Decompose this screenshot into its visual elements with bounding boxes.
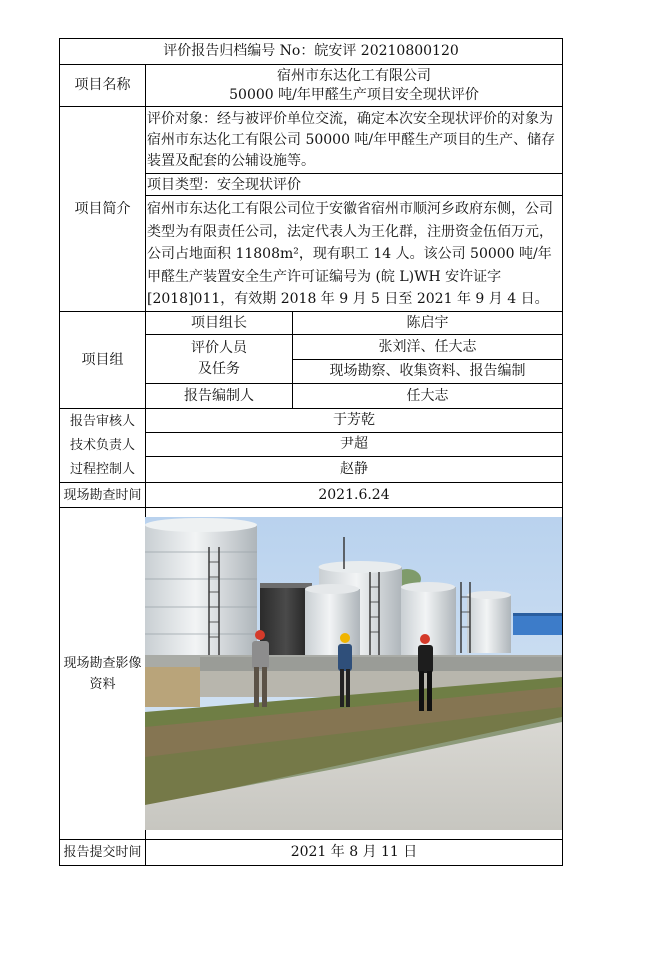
survey-photo-label-line-2: 资料 — [89, 676, 116, 692]
submit-time-label: 报告提交时间 — [59, 839, 146, 866]
process-controller-label: 过程控制人 — [59, 457, 146, 483]
evaluators-tasks: 现场勘察、收集资料、报告编制 — [292, 359, 563, 384]
archive-number: 评价报告归档编号 No：皖安评 20210800120 — [59, 38, 563, 65]
survey-photo-label — [59, 507, 146, 840]
process-controller-value: 赵静 — [145, 456, 563, 483]
survey-photo-label-line-1: 现场勘查影像 — [63, 655, 142, 671]
team-leader-value: 陈启宇 — [292, 311, 563, 335]
evaluators-value: 张刘洋、任大志 — [292, 334, 563, 360]
tech-lead-label: 技术负责人 — [59, 433, 146, 457]
tech-lead-value: 尹超 — [145, 432, 563, 457]
evaluation-object: 评价对象：经与被评价单位交流，确定本次安全现状评价的对象为宿州市东达化工有限公司 50000 吨/年甲醛生产项目的生产、储存装置及配套的公辅设施等。 — [145, 106, 563, 174]
compiler-value: 任大志 — [292, 383, 563, 409]
project-team-label: 项目组 — [59, 311, 146, 409]
project-name-value — [145, 64, 563, 107]
reviewer-value: 于芳乾 — [145, 408, 563, 433]
team-leader-label: 项目组长 — [145, 311, 293, 335]
project-description: 宿州市东达化工有限公司位于安徽省宿州市顺河乡政府东侧，公司类型为有限责任公司，法定代表人为王化群，注册资金伍佰万元，公司占地面积 11808m²，现有职工 14 人。该公司 50000 吨/年甲醛生产装置安全生产许可证编号为 (皖 L)WH 安许证字[2018]011，有效期 2018 年 9 月 5 日至 2021 年 9 月 4 日。 — [145, 195, 563, 312]
evaluators-label — [145, 334, 293, 384]
compiler-label: 报告编制人 — [145, 383, 293, 409]
evaluators-label-line-2: 及任务 — [198, 361, 240, 377]
project-name-line-1: 宿州市东达化工有限公司 — [277, 67, 431, 84]
project-intro-label: 项目简介 — [59, 106, 146, 312]
evaluation-record-table — [59, 38, 563, 866]
site-survey-photo — [145, 517, 562, 830]
project-name-label: 项目名称 — [59, 64, 146, 107]
submit-time-value: 2021 年 8 月 11 日 — [145, 839, 563, 866]
reviewer-label: 报告审核人 — [59, 408, 146, 433]
project-name-line-2: 50000 吨/年甲醛生产项目安全现状评价 — [229, 86, 479, 103]
evaluators-label-line-1: 评价人员 — [191, 340, 247, 356]
survey-time-value: 2021.6.24 — [145, 482, 563, 508]
project-type: 项目类型：安全现状评价 — [145, 173, 563, 196]
survey-time-label: 现场勘查时间 — [59, 482, 146, 508]
